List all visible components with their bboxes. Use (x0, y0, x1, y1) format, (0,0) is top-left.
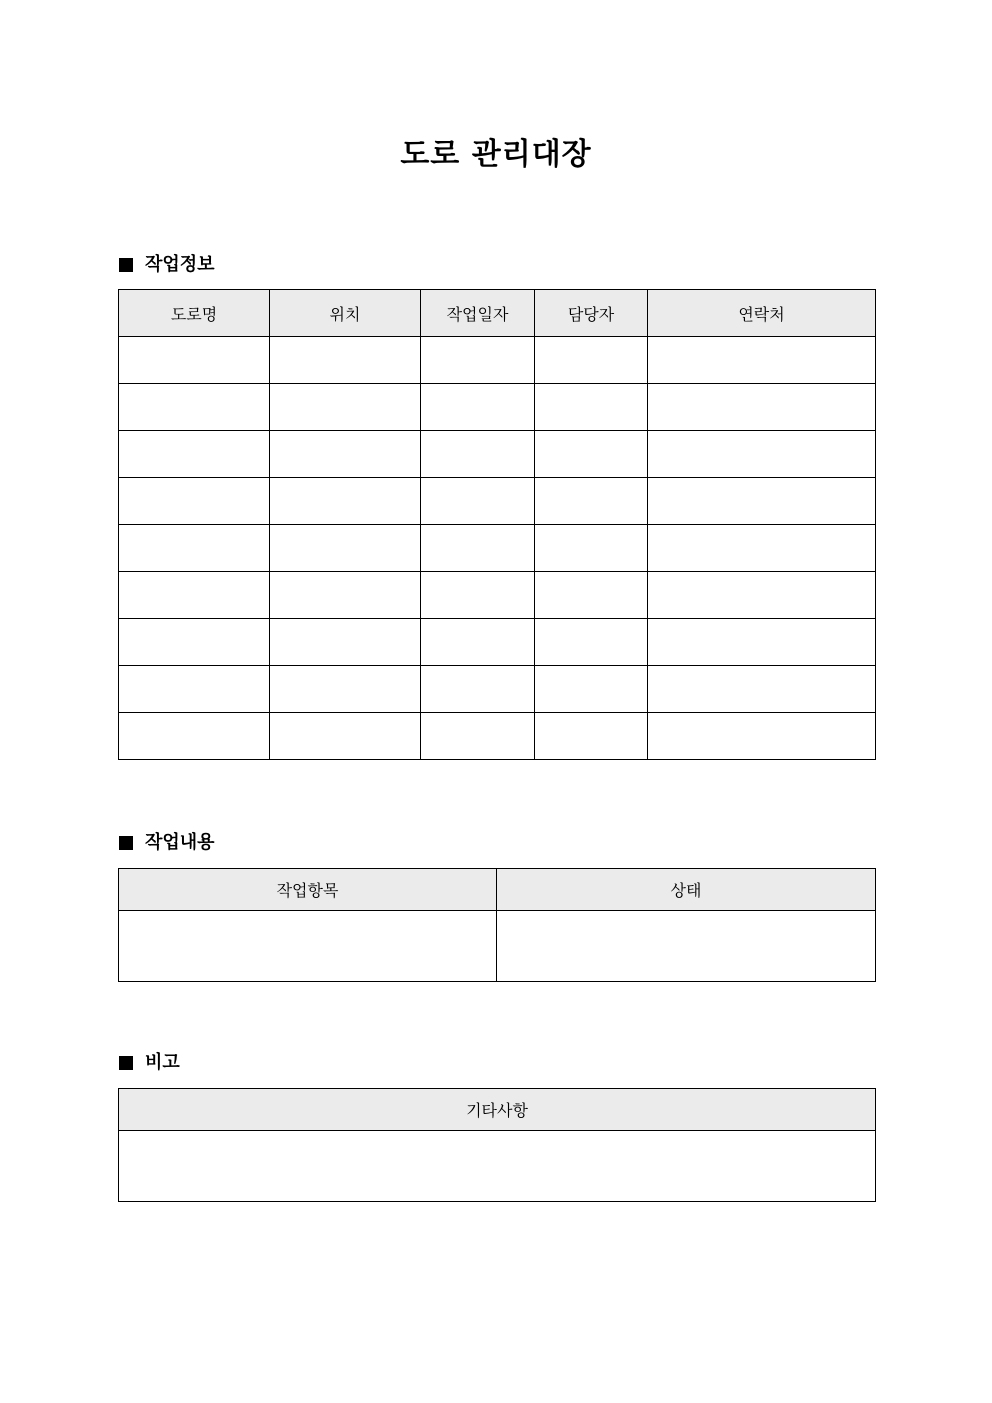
road-name-cell[interactable] (119, 619, 270, 666)
column-header-work-date: 작업일자 (421, 290, 535, 337)
column-header-status: 상태 (497, 869, 876, 911)
contact-cell[interactable] (648, 666, 876, 713)
person-in-charge-cell[interactable] (535, 384, 648, 431)
column-header-person-in-charge: 담당자 (535, 290, 648, 337)
location-cell[interactable] (270, 525, 421, 572)
road-name-cell[interactable] (119, 572, 270, 619)
road-name-cell[interactable] (119, 337, 270, 384)
column-header-location: 위치 (270, 290, 421, 337)
column-header-road-name: 도로명 (119, 290, 270, 337)
remarks-table (118, 1088, 876, 1202)
location-cell[interactable] (270, 619, 421, 666)
page-title: 도로 관리대장 (400, 137, 592, 172)
work-date-cell[interactable] (421, 525, 535, 572)
work-date-cell[interactable] (421, 713, 535, 760)
section-heading-label: 작업내용 (145, 832, 215, 853)
location-cell[interactable] (270, 337, 421, 384)
table-row (119, 572, 876, 619)
person-in-charge-cell[interactable] (535, 713, 648, 760)
table-row (119, 666, 876, 713)
road-name-cell[interactable] (119, 666, 270, 713)
contact-cell[interactable] (648, 572, 876, 619)
status-cell[interactable] (497, 911, 876, 982)
square-bullet-icon (119, 1056, 133, 1070)
table-row (119, 911, 876, 982)
location-cell[interactable] (270, 478, 421, 525)
person-in-charge-cell[interactable] (535, 666, 648, 713)
square-bullet-icon (119, 836, 133, 850)
section-heading-work-info (119, 253, 215, 277)
table-row (119, 713, 876, 760)
person-in-charge-cell[interactable] (535, 478, 648, 525)
contact-cell[interactable] (648, 478, 876, 525)
contact-cell[interactable] (648, 384, 876, 431)
work-date-cell[interactable] (421, 666, 535, 713)
square-bullet-icon (119, 258, 133, 272)
section-heading-remarks (119, 1051, 180, 1075)
road-name-cell[interactable] (119, 478, 270, 525)
work-date-cell[interactable] (421, 572, 535, 619)
road-name-cell[interactable] (119, 525, 270, 572)
location-cell[interactable] (270, 572, 421, 619)
table-row (119, 619, 876, 666)
section-heading-label: 비고 (145, 1052, 180, 1073)
road-name-cell[interactable] (119, 384, 270, 431)
road-name-cell[interactable] (119, 713, 270, 760)
table-row (119, 525, 876, 572)
person-in-charge-cell[interactable] (535, 572, 648, 619)
work-date-cell[interactable] (421, 478, 535, 525)
other-notes-cell[interactable] (119, 1131, 876, 1202)
column-header-work-item: 작업항목 (119, 869, 497, 911)
column-header-contact: 연락처 (648, 290, 876, 337)
work-content-table (118, 868, 876, 982)
contact-cell[interactable] (648, 431, 876, 478)
person-in-charge-cell[interactable] (535, 431, 648, 478)
contact-cell[interactable] (648, 525, 876, 572)
table-row (119, 431, 876, 478)
contact-cell[interactable] (648, 713, 876, 760)
table-row (119, 337, 876, 384)
section-heading-label: 작업정보 (145, 254, 215, 275)
column-header-other-notes: 기타사항 (119, 1089, 876, 1131)
contact-cell[interactable] (648, 619, 876, 666)
work-date-cell[interactable] (421, 619, 535, 666)
table-header-row (119, 1089, 876, 1131)
work-date-cell[interactable] (421, 337, 535, 384)
table-row (119, 478, 876, 525)
section-heading-work-content (119, 831, 215, 855)
contact-cell[interactable] (648, 337, 876, 384)
person-in-charge-cell[interactable] (535, 525, 648, 572)
work-date-cell[interactable] (421, 431, 535, 478)
location-cell[interactable] (270, 713, 421, 760)
person-in-charge-cell[interactable] (535, 619, 648, 666)
location-cell[interactable] (270, 666, 421, 713)
table-header-row (119, 869, 876, 911)
location-cell[interactable] (270, 431, 421, 478)
table-header-row (119, 290, 876, 337)
work-info-table (118, 289, 876, 760)
table-row (119, 1131, 876, 1202)
work-item-cell[interactable] (119, 911, 497, 982)
work-date-cell[interactable] (421, 384, 535, 431)
road-name-cell[interactable] (119, 431, 270, 478)
location-cell[interactable] (270, 384, 421, 431)
table-row (119, 384, 876, 431)
person-in-charge-cell[interactable] (535, 337, 648, 384)
